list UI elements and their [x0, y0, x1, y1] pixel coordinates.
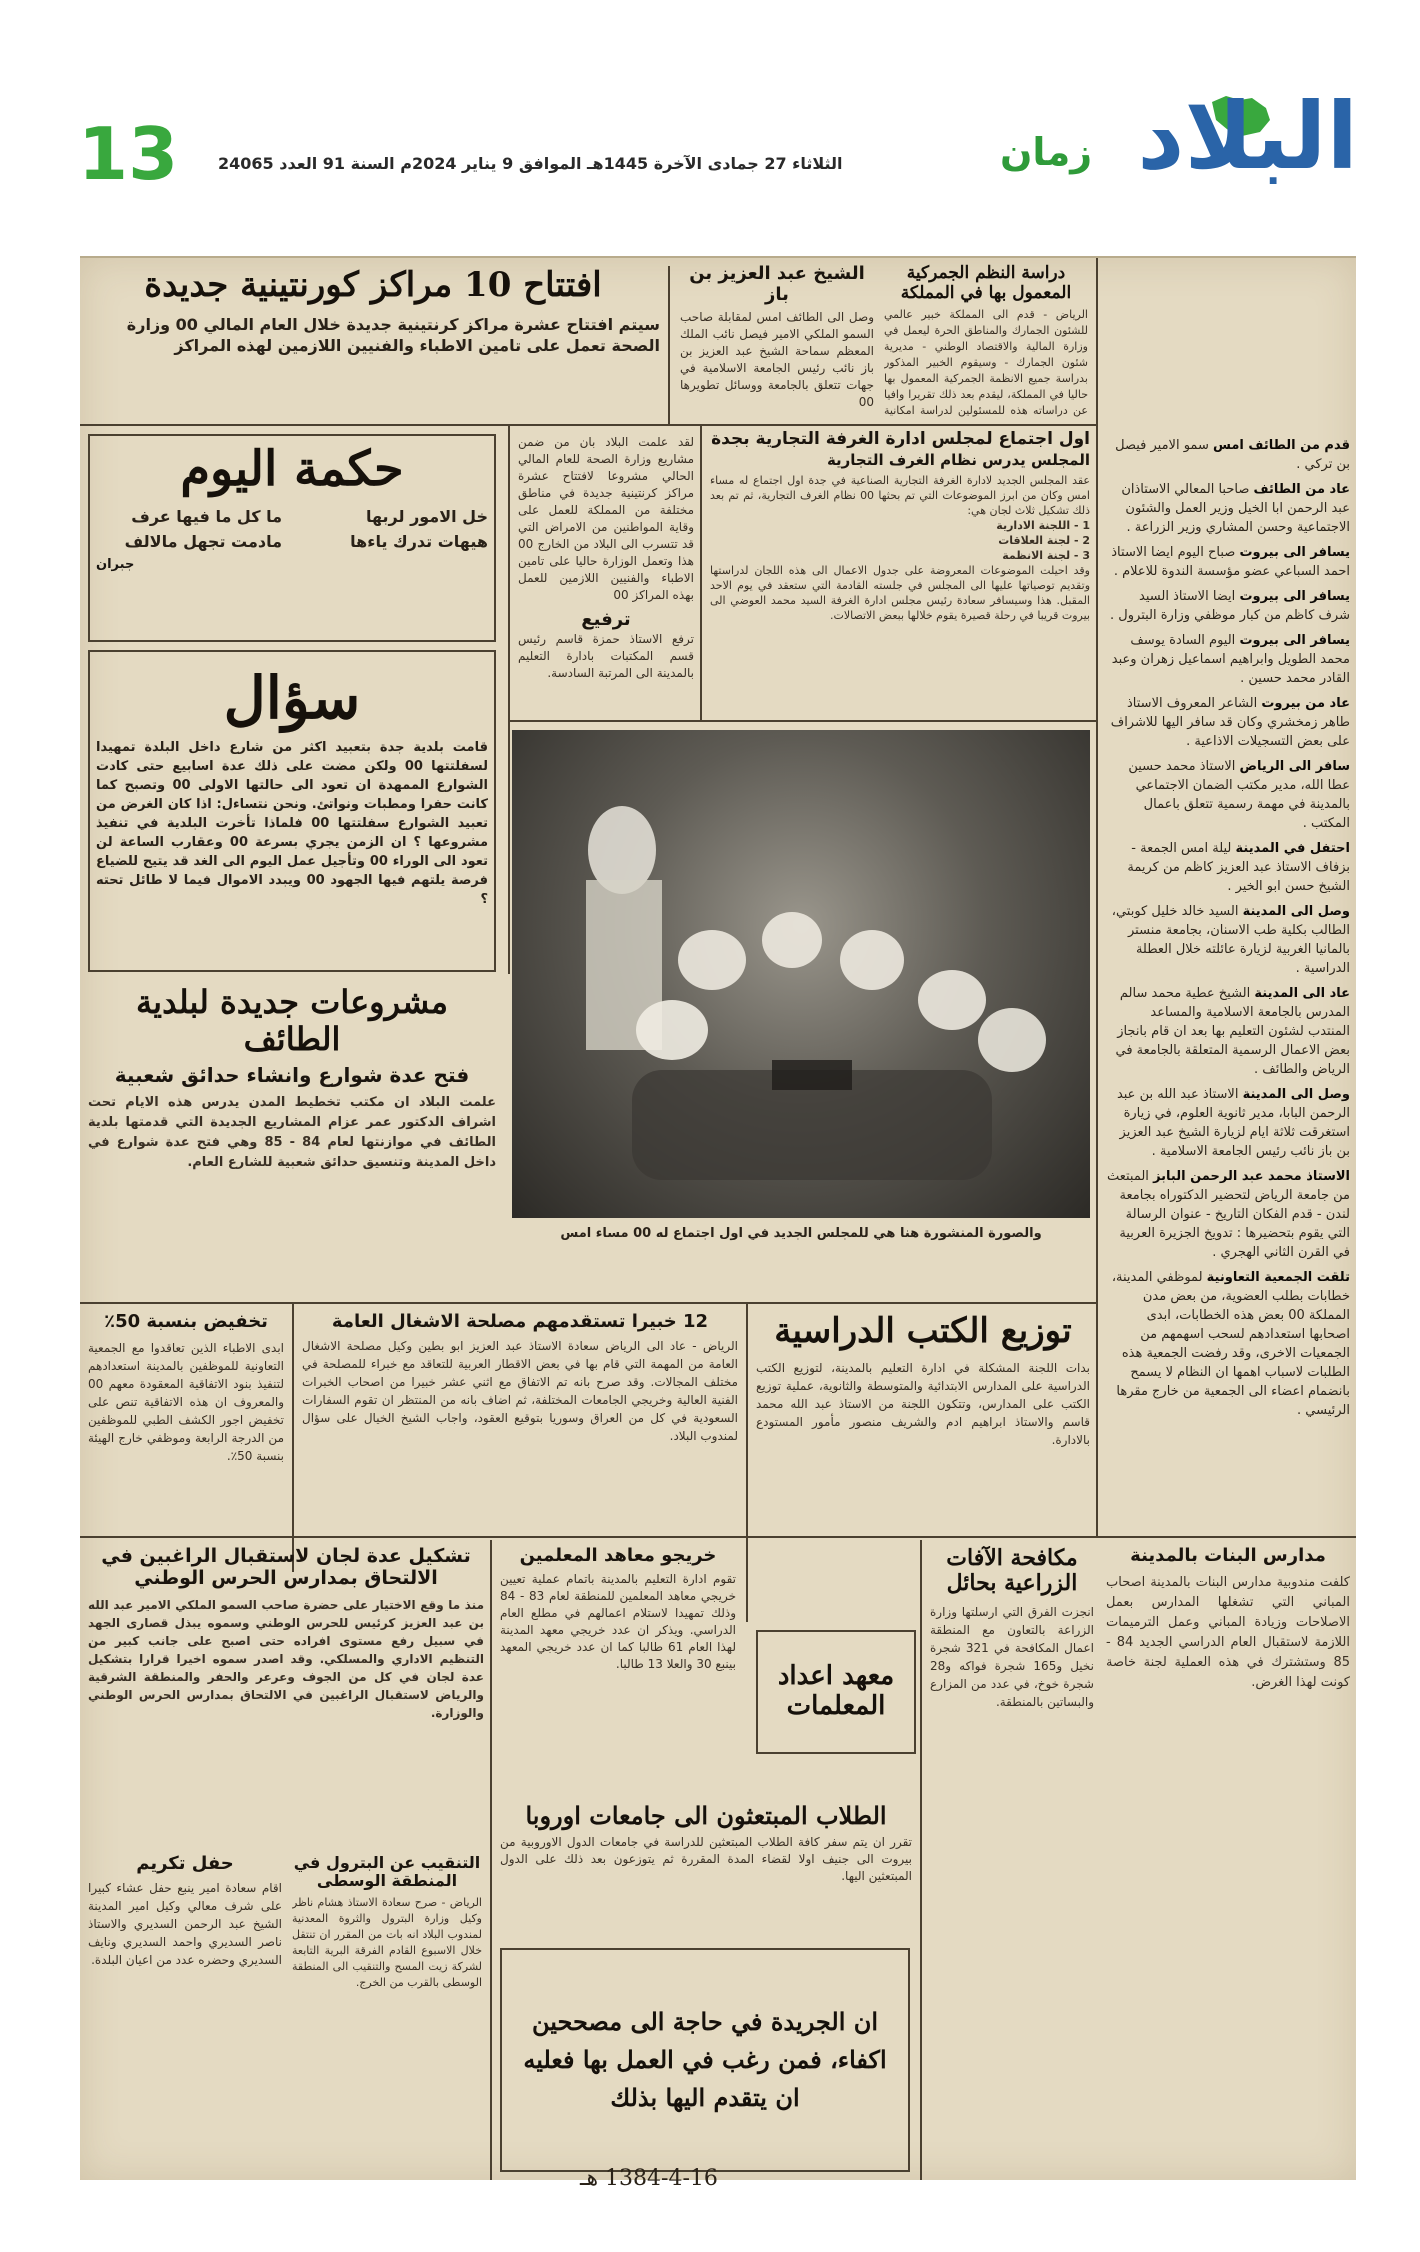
committee-item: 2 - لجنة العلاقات	[998, 533, 1090, 547]
girls-schools-headline: مدارس البنات بالمدينة	[1130, 1546, 1326, 1566]
chamber-article	[710, 430, 1090, 716]
girls-schools-article	[1106, 1546, 1350, 2172]
news-brief: سافر الى الرياض الاستاذ محمد حسين عطا الله، مدير مكتب الضمان الاجتماعي بالمدينة في مهمة رسمية تتعلق باعمال المكتب .	[1128, 759, 1350, 831]
proofreaders-notice	[500, 1948, 910, 2172]
wisdom-author: جبران	[96, 557, 135, 573]
students-body: تقرر ان يتم سفر كافة الطلاب المبتعثين للدراسة في جامعات الدول الاوروبية من بيروت الى جنيف اولا لقضاء المدة المقررة ثم يتوزعون بعد ذلك على الدول المبتعثين اليها.	[500, 1834, 912, 1883]
promotion-article	[518, 610, 694, 714]
news-brief: عاد من الطائف صاحبا المعالي الاستاذان عبد الرحمن ابا الخيل وزير العمل والشئون الاجتماعية وحسن المشاري وزير الزراعة .	[1121, 482, 1350, 535]
news-brief: وصل الى المدينة السيد خالد خليل كوبتي، الطالب بكلية طب الاسنان، بجامعة منستر بالمانيا الغربية لزيارة عائلته خلال العطلة الدراسية .	[1111, 904, 1350, 976]
discount-article	[88, 1312, 284, 1530]
training-headline: خريجو معاهد المعلمين	[519, 1546, 717, 1566]
wisdom-line: ما كل ما فيها عرف	[131, 507, 282, 527]
question-body: قامت بلدية جدة بتعبيد اكثر من شارع داخل البلدة تمهيدا لسفلتتها 00 ولكن مضت على ذلك عدة اسابيع حتى كادت الشوارع الممهدة ان تعود الى حالتها الاولى 00 وتصبح كما كانت حفرا ومطبات ونواتئ. ونحن نتساءل: اذا كان الغرض من تعبيد الشوارع سفلتتها 00 فلماذا تأخرت البلدية في تنفيذ مشروعها ؟ ان الزمن يجري بسرعة 00 وعقارب الساعة لن تعود الى الوراء 00 وتأجيل عمل اليوم الى الغد قد يتيح للضياع فرصة يلتهم فيها الجهود 00 ويبدد الاموال فيما لا طائل تحته ؟	[96, 740, 489, 907]
customs-article	[884, 264, 1088, 420]
chamber-headline: اول اجتماع لمجلس ادارة الغرفة التجارية بجدة	[711, 430, 1090, 449]
news-brief: يسافر الى بيروت صباح اليوم ايضا الاستاذ احمد السباعي عضو مؤسسة الندوة للاعلام .	[1111, 545, 1350, 579]
quarantine-headline: افتتاح 10 مراكز كورنتينية جديدة	[144, 266, 602, 305]
guard-article	[88, 1546, 484, 1846]
training-body: تقوم ادارة التعليم بالمدينة باتمام عملية تعيين خريجي معاهد المعلمين للمنطقة لعام 83 - 84 وذلك تمهيدا لاستلام اعمالهم في مطلع العام الدراسي. ويذكر ان عدد خريجي معهد المدينة لهذا العام 61 طالبا كما ان عدد خريجي المعهد بينبع 30 والعلا 13 طالبا.	[500, 1571, 736, 1671]
honor-body: اقام سعادة امير ينبع حفل عشاء كبيرا على شرف معالي وكيل امير المدينة الشيخ عبد الرحمن السديري والاستاذ ناصر السديري واحمد السديري ونايف السديري وحضره عدد من اعيان البلدة.	[88, 1880, 282, 1967]
wisdom-title: حكمة اليوم	[180, 441, 404, 497]
students-article	[500, 1802, 912, 1936]
training-article	[500, 1546, 736, 1792]
promotion-body: ترفع الاستاذ حمزة قاسم رئيس قسم المكتبات بادارة التعليم بالمدينة الى المرتبة السادسة.	[518, 631, 694, 680]
honor-article	[88, 1854, 282, 2172]
agri-body: انجزت الفرق التي ارسلتها وزارة الزراعة بالتعاون مع المنطقة اعمال المكافحة في 321 شجرة نخيل و165 شجرة فواكه و28 شجرة خوخ، في عدد من المزارع والبساتين بالمنطقة.	[930, 1604, 1094, 1709]
public-works-article	[302, 1312, 738, 1530]
question-title: سؤال	[223, 664, 361, 732]
honor-headline: حفل تكريم	[136, 1854, 234, 1874]
customs-headline: دراسة النظم الجمركية المعمول بها في المملكة	[900, 264, 1072, 303]
wisdom-line: خل الامور لربها	[365, 507, 488, 527]
sheikh-headline: الشيخ عبد العزيز بن باز	[689, 264, 865, 305]
teacher-institute-headline: معهد اعداد المعلمات	[777, 1661, 895, 1721]
textbooks-body: بدات اللجنة المشكلة في ادارة التعليم بالمدينة، لتوزيع الكتب الدراسية على المدارس الابتدائية والمتوسطة والثانوية، عملية توزيع الكتب على المدارس، وتتكون اللجنة من الاستاذ عبد الله محمد قاسم والاستاذ ابراهيم ادم والشريف منصور مأمور المستودع بالادارة.	[756, 1361, 1090, 1448]
agri-headline: مكافحة الآفات الزراعية بحائل	[946, 1546, 1078, 1597]
committee-item: 1 - اللجنة الادارية	[996, 518, 1090, 532]
discount-body: ابدى الاطباء الذين تعاقدوا مع الجمعية التعاونية للموظفين بالمدينة استعدادهم لتنفيذ بنود الاتفاقية المعقودة معهم 00 والمعروف ان هذه الاتفاقية تنص على تخفيض اجور الكشف الطبي للموظفين من الدرجة الرابعة وموظفي خارج الهيئة بنسبة 50٪.	[88, 1340, 284, 1463]
chamber-body-continued: وقد احيلت الموضوعات المعروضة على جدول الاعمال الى هذه اللجان لدراستها وتقديم توصياتها عليها الى المجلس في جلسته القادمة التي ستعقد في يوم الاحد المقبل. هذا وسيسافر سعادة رئيس مجلس ادارة الغرفة السيد محمد العوضي الى بيروت قريبا في رحلة قصيرة يقوم خلالها ببعض الاتصالات.	[710, 563, 1090, 622]
news-brief: قدم من الطائف امس سمو الامير فيصل بن تركي .	[1115, 438, 1350, 472]
issue-dateline: الثلاثاء 27 جمادى الآخرة 1445هـ الموافق 9 يناير 2024م السنة 91 العدد 24065	[218, 154, 843, 173]
promotion-headline: ترفيع	[581, 610, 631, 630]
news-brief: يسافر الى بيروت ايضا الاستاذ السيد شرف كاظم من كبار موظفي وزارة البترول .	[1110, 589, 1350, 623]
taif-subhead: فتح عدة شوارع وانشاء حدائق شعبية	[114, 1062, 470, 1087]
textbooks-article	[756, 1312, 1090, 1528]
customs-body: الرياض - قدم الى المملكة خبير عالمي للشئون الجمارك والمناطق الحرة ليعمل في وزارة المالية والاقتصاد الوطني - مديرية شئون الجمارك - وسيقوم الخبير المذكور بدراسة جميع الانظمة الجمركية المعمول بها حاليا في المملكة، ليقدم بعد ذلك تقريرا وافيا عن دراساته هذه للمسئولين لدراسة امكانية	[884, 308, 1088, 418]
news-brief: احتفل في المدينة ليلة امس الجمعة - بزفاف الاستاذ عبد العزيز كاظم من كريمة الشيخ حسن ابو الخير .	[1127, 841, 1350, 894]
guard-body: منذ ما وقع الاختيار على حضرة صاحب السمو الملكي الامير عبد الله بن عبد العزيز كرئيس للحرس الوطني وسموه يبذل قصارى الجهد في سبيل رفع مستوى افراده حتى اصبح على جانب كبير من التنظيم الاداري والمسلكي. وقد اصدر سموه اخيرا قرارا بتشكيل عدة لجان في كل من الجوف وعرعر والحفر والمنطقة الشرقية والرياض لاستقبال الراغبين في الالتحاق بمدارس الحرس الوطني والوزارة.	[88, 1597, 484, 1720]
teacher-institute-box	[756, 1630, 916, 1754]
proofreaders-notice-text: ان الجريدة في حاجة الى مصححين اكفاء، فمن رغب في العمل بها فعليه ان يتقدم اليها بذلك	[523, 2007, 887, 2112]
agri-article	[930, 1546, 1094, 2172]
taif-body: علمت البلاد ان مكتب تخطيط المدن يدرس هذه الايام تحت اشراف الدكتور عمر عزام المشاريع الجديدة التي قدمتها بلدية الطائف في موازنتها لعام 84 - 85 وهي فتح عدة شوارع في داخل المدينة وتنسيق حدائق شعبية للشارع العام.	[88, 1094, 496, 1170]
news-brief: تلقت الجمعية التعاونية لموظفي المدينة، خطابات بطلب العضوية، من بعض مدن المملكة 00 بعض هذه الخطابات، ابدى اصحابها استعدادهم لسحب اسهمهم من الجمعيات الاخرى، وقد رفضت الجمعية هذه الطلبات لاسباب اهمها ان النظام لا يسمح بانضمام اعضاء الى الجمعية من خارج مقرها الرئيسي .	[1111, 1270, 1350, 1418]
petroleum-body: الرياض - صرح سعادة الاستاذ هشام ناظر وكيل وزارة البترول والثروة المعدنية لمندوب البلاد انه بات من المقرر ان تنتقل خلال الاسبوع القادم الفرقة البرية التابعة لشركة زيت المسح والتنقيب الى المنطقة الوسطى بالقرب من الخرج.	[292, 1895, 482, 1989]
taif-article	[88, 984, 496, 1294]
page-number: 13	[78, 112, 179, 196]
photo-caption: والصورة المنشورة هنا هي للمجلس الجديد في اول اجتماع له 00 مساء امس	[560, 1226, 1042, 1241]
archive-scan	[80, 256, 1356, 2180]
news-brief: وصل الى المدينة الاستاذ عبد الله بن عبد الرحمن البابا، مدير ثانوية العلوم، في زيارة استغرقت ثلاثة ايام لزيارة الشيخ عبد العزيز بن باز نائب رئيس الجامعة الاسلامية .	[1116, 1087, 1350, 1159]
section-title: زمان	[1000, 130, 1093, 174]
quarantine-article	[86, 266, 660, 420]
students-headline: الطلاب المبتعثون الى جامعات اوروبا	[525, 1802, 887, 1830]
news-brief: يسافر الى بيروت اليوم السادة يوسف محمد الطويل وابراهيم اسماعيل زهران وعبد القادر محمد حسين .	[1111, 633, 1350, 686]
petroleum-article	[292, 1854, 482, 2172]
committee-item: 3 - لجنة الانظمة	[1002, 548, 1090, 562]
quarantine-body-column	[518, 434, 694, 606]
news-briefs-column	[1106, 436, 1350, 1532]
sheikh-article	[680, 264, 874, 420]
petroleum-headline: التنقيب عن البترول في المنطقة الوسطى	[293, 1854, 481, 1891]
public-works-body: الرياض - عاد الى الرياض سعادة الاستاذ عبد العزيز ابو بطين وكيل مصلحة الاشغال العامة من المهمة التي قام بها في بعض الاقطار العربية للتعاقد مع خبراء للمصلحة في مختلف المجالات. وقد صرح بانه تم الاتفاق مع اثني عشر خبيرا من اصحاب الخبرات الفنية العالية وخريجي الجامعات المختلفة، ثم اضاف بانه من المنتظر ان تقوم السفارات السعودية في كل من العراق وسوريا بتوقيع العقود، واجاب الشيخ الخيال على سؤال لمندوب البلاد.	[302, 1338, 738, 1443]
logo-wordmark: البلاد	[1137, 83, 1358, 190]
wisdom-line: هيهات تدرك ياءها	[350, 532, 488, 552]
chamber-body: عقد المجلس الجديد لادارة الغرفة التجارية الصناعية في جدة اول اجتماع له مساء امس وكان من ابرز الموضوعات التي تم بحثها 00 نظام الغرف التجارية، ثم تم بعد ذلك تشكيل ثلاث لجان هي:	[710, 473, 1090, 517]
archive-date-stamp: 1384-4-16 هـ	[580, 2166, 718, 2191]
council-meeting-photo	[512, 730, 1090, 1218]
news-brief: عاد الى المدينة الشيخ عطية محمد سالم المدرس بالجامعة الاسلامية والمساعد المنتدب لشئون التعليم بها بعد ان قام بانجاز بعض الاعمال الرسمية المتعلقة بالجامعة في الرياض والطائف .	[1115, 986, 1350, 1077]
quarantine-subhead: سيتم افتتاح عشرة مراكز كرنتينية جديدة خلال العام المالي 00 وزارة الصحة تعمل على تامين الاطباء والفنيين اللازمين لهذه المراكز	[126, 315, 660, 355]
news-brief: الاستاذ محمد عبد الرحمن البابز المبتعث من جامعة الرياض لتحضير الدكتوراه بجامعة لندن - قدم الفكان التاريخ - عنوان الرسالة التي يقوم بتحضيرها : تدويخ الجزيرة العربية في القرن الثاني الهجري .	[1106, 1169, 1350, 1260]
question-box	[88, 650, 496, 972]
wisdom-line: مادمت تجهل مالالف	[124, 532, 282, 552]
discount-headline: تخفيض بنسبة 50٪	[104, 1312, 268, 1332]
chamber-subhead: المجلس يدرس نظام الغرف التجارية	[826, 450, 1090, 469]
public-works-headline: 12 خبيرا تستقدمهم مصلحة الاشغال العامة	[331, 1312, 709, 1332]
sheikh-body: وصل الى الطائف امس لمقابلة صاحب السمو الملكي الامير فيصل نائب الملك المعظم سماحة الشيخ عبد العزيز بن باز نائب رئيس الجامعة الاسلامية في جهات تتعلق بالجامعة ووسائل تطويرها 00	[680, 310, 874, 410]
girls-schools-body: كلفت مندوبية مدارس البنات بالمدينة اصحاب المباني التي تشغلها المدارس بعمل الاصلاحات وزيادة المباني وعمل الترميمات اللازمة لاستقبال العام الدراسي الجديد 84 - 85 وستشترك في هذه العملية لجنة خاصة كونت لهذا الغرض.	[1106, 1574, 1350, 1690]
wisdom-box	[88, 434, 496, 642]
taif-headline: مشروعات جديدة لبلدية الطائف	[136, 984, 448, 1058]
textbooks-headline: توزيع الكتب الدراسية	[774, 1312, 1072, 1351]
guard-headline: تشكيل عدة لجان لاستقبال الراغبين في الالتحاق بمدارس الحرس الوطني	[101, 1546, 471, 1589]
news-brief: عاد من بيروت الشاعر المعروف الاستاذ طاهر زمخشري وكان قد سافر اليها للاشراف على بعض التسجيلات الاذاعية .	[1110, 696, 1350, 749]
albilad-logo	[1110, 80, 1358, 198]
quarantine-body: لقد علمت البلاد بان من ضمن مشاريع وزارة الصحة للعام المالي الحالي مشروعا لافتتاح عشرة مراكز كرنتينية جديدة في مناطق مختلفة من المملكة للعمل على وقاية المواطنين من الامراض التي قد تتسرب الى البلاد من الخارج 00 هذا وتعمل الوزارة حاليا على تامين الاطباء والفنيين اللازمين للعمل بهذه المراكز 00	[518, 435, 694, 602]
